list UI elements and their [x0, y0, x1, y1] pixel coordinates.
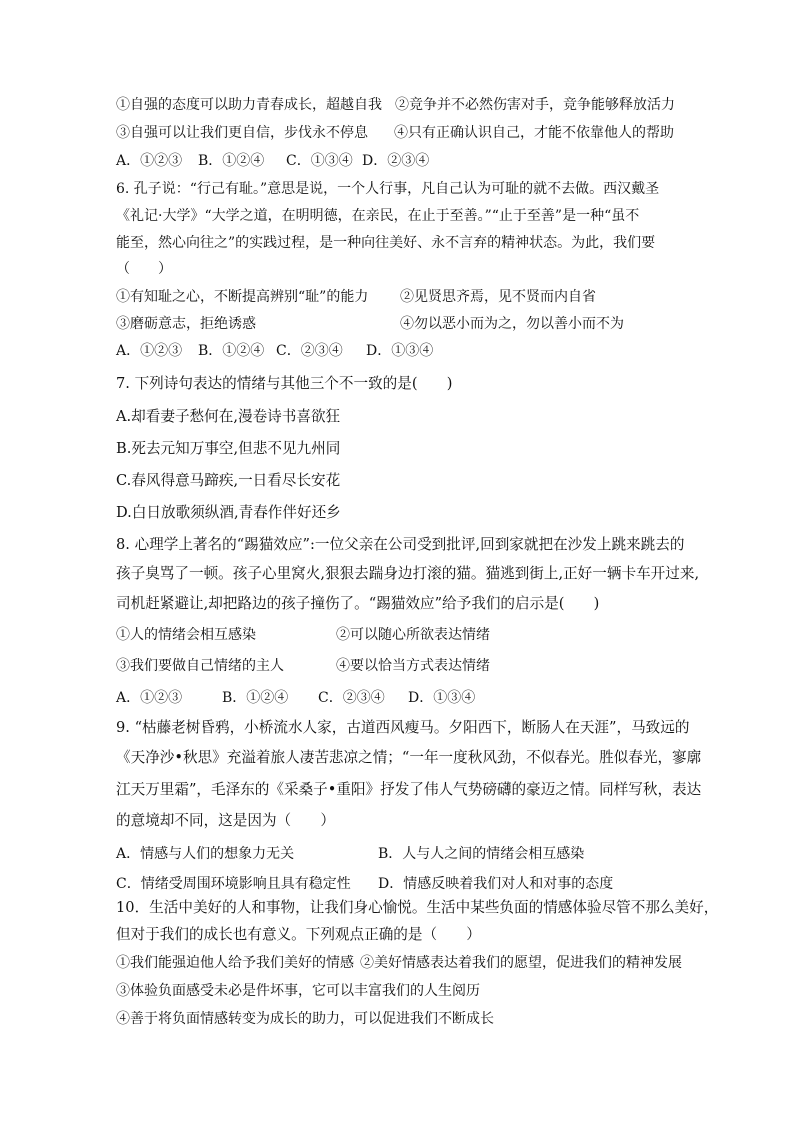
- q10-statement-2: ②美好情感表达着我们的愿望，促进我们的精神发展: [360, 955, 682, 971]
- q8-statement-3: ③我们要做自己情绪的主人: [116, 658, 284, 674]
- q5-statement-1: ①自强的态度可以助力青春成长，超越自我: [116, 97, 382, 113]
- q6-stem-line-2: 《礼记·大学》“大学之道，在明明德，在亲民，在止于至善。”“止于至善”是一种“虽不: [116, 208, 640, 224]
- q6-options: [116, 341, 433, 361]
- q8-option-c: C．②③④: [318, 690, 385, 706]
- q6-option-d: D．①③④: [366, 343, 434, 359]
- q5-option-c: C．①③④: [286, 153, 353, 169]
- q7-option-b: B.死去元知万事空,但悲不见九州同: [116, 440, 341, 457]
- q8-option-d: D．①③④: [408, 690, 476, 706]
- q5-statements-row-1: [116, 95, 675, 115]
- q6-statement-3: ③磨砺意志，拒绝诱惑: [116, 316, 256, 332]
- q5-statement-3: ③自强可以让我们更自信，步伐永不停息: [116, 125, 368, 141]
- q7-stem: 7. 下列诗句表达的情绪与其他三个不一致的是( ): [116, 375, 453, 392]
- q7-option-a: A.却看妻子愁何在,漫卷诗书喜欲狂: [116, 408, 341, 425]
- q5-statement-2: ②竞争并不必然伤害对手，竞争能够释放活力: [395, 97, 675, 113]
- q5-options: [116, 151, 429, 171]
- q8-statements-row-2: [116, 656, 490, 676]
- q6-statements-row-1: [116, 287, 596, 307]
- q6-option-a: A．①②③: [116, 343, 183, 359]
- q10-statements-row-1: [116, 953, 682, 973]
- q10-statement-4: ④善于将负面情感转变为成长的助力，可以促进我们不断成长: [116, 1011, 494, 1027]
- q10-stem-line-1: 10．生活中美好的人和事物，让我们身心愉悦。生活中某些负面的情感体验尽管不那么美好，: [116, 899, 719, 916]
- q6-stem-line-1: 6. 孔子说：“行己有耻。”意思是说，一个人行事，凡自己认为可耻的就不去做。西汉戴圣: [116, 181, 660, 197]
- q9-stem-line-2: 《天净沙•秋思》充溢着旅人凄苦悲凉之情；“一年一度秋风劲，不似春光。胜似春光，寥廓: [116, 749, 702, 766]
- q6-option-b: B．①②④: [198, 343, 265, 359]
- q8-statements-row-1: [116, 625, 490, 645]
- q7-option-c: C.春风得意马蹄疾,一日看尽长安花: [116, 472, 341, 489]
- q8-options: [116, 688, 475, 708]
- q6-option-c: C．②③④: [276, 343, 343, 359]
- q8-option-b: B．①②④: [222, 690, 289, 706]
- q6-statement-1: ①有知耻之心，不断提高辨别“耻”的能力: [116, 289, 369, 305]
- q10-stem-line-2: 但对于我们的成长也有意义。下列观点正确的是（ ）: [116, 926, 481, 943]
- q6-stem-line-3: 能至，然心向往之”的实践过程，是一种向往美好、永不言弃的精神状态。为此，我们要: [116, 235, 656, 251]
- q6-stem-line-4: （ ）: [116, 261, 172, 277]
- q7-option-d: D.白日放歌须纵酒,青春作伴好还乡: [116, 504, 341, 521]
- q8-statement-4: ④要以恰当方式表达情绪: [336, 658, 490, 674]
- q9-option-c: C．情绪受周围环境影响且具有稳定性: [116, 876, 351, 892]
- q8-statement-2: ②可以随心所欲表达情绪: [336, 627, 490, 643]
- q6-statement-2: ②见贤思齐焉，见不贤而内自省: [400, 289, 596, 305]
- q5-option-d: D．②③④: [362, 153, 430, 169]
- q8-statement-1: ①人的情绪会相互感染: [116, 627, 256, 643]
- q8-stem-line-3: 司机赶紧避让,却把路边的孩子撞伤了。“踢猫效应”给予我们的启示是( ): [116, 595, 600, 612]
- q9-options-row-1: [116, 844, 584, 864]
- q8-option-a: A．①②③: [116, 690, 183, 706]
- q9-option-b: B．人与人之间的情绪会相互感染: [378, 846, 585, 862]
- q5-statement-4: ④只有正确认识自己，才能不依靠他人的帮助: [394, 125, 674, 141]
- q5-option-a: A．①②③: [116, 153, 183, 169]
- q9-option-a: A．情感与人们的想象力无关: [116, 846, 295, 862]
- q9-stem-line-3: 江天万里霜”，毛泽东的《采桑子•重阳》抒发了伟人气势磅礴的豪迈之情。同样写秋，表达: [116, 781, 702, 798]
- q10-statement-1: ①我们能强迫他人给予我们美好的情感: [116, 955, 354, 971]
- q9-option-d: D．情感反映着我们对人和对事的态度: [378, 876, 614, 892]
- q9-options-row-2: [116, 874, 613, 894]
- q5-statements-row-2: [116, 123, 674, 143]
- q8-stem-line-1: 8. 心理学上著名的“踢猫效应”:一位父亲在公司受到批评,回到家就把在沙发上跳来跳去的: [116, 536, 685, 553]
- q10-statement-3: ③体验负面感受未必是件坏事，它可以丰富我们的人生阅历: [116, 983, 480, 999]
- q6-statements-row-2: [116, 314, 624, 334]
- q9-stem-line-1: 9. “枯藤老树昏鸦，小桥流水人家，古道西风瘦马。夕阳西下，断肠人在天涯”，马致远的: [116, 719, 690, 736]
- q5-option-b: B．①②④: [198, 153, 265, 169]
- q6-statement-4: ④勿以恶小而为之，勿以善小而不为: [400, 316, 624, 332]
- q8-stem-line-2: 孩子臭骂了一顿。孩子心里窝火,狠狠去踹身边打滚的猫。猫逃到街上,正好一辆卡车开过来,: [116, 565, 700, 582]
- q9-stem-line-4: 的意境却不同，这是因为（ ）: [116, 812, 335, 829]
